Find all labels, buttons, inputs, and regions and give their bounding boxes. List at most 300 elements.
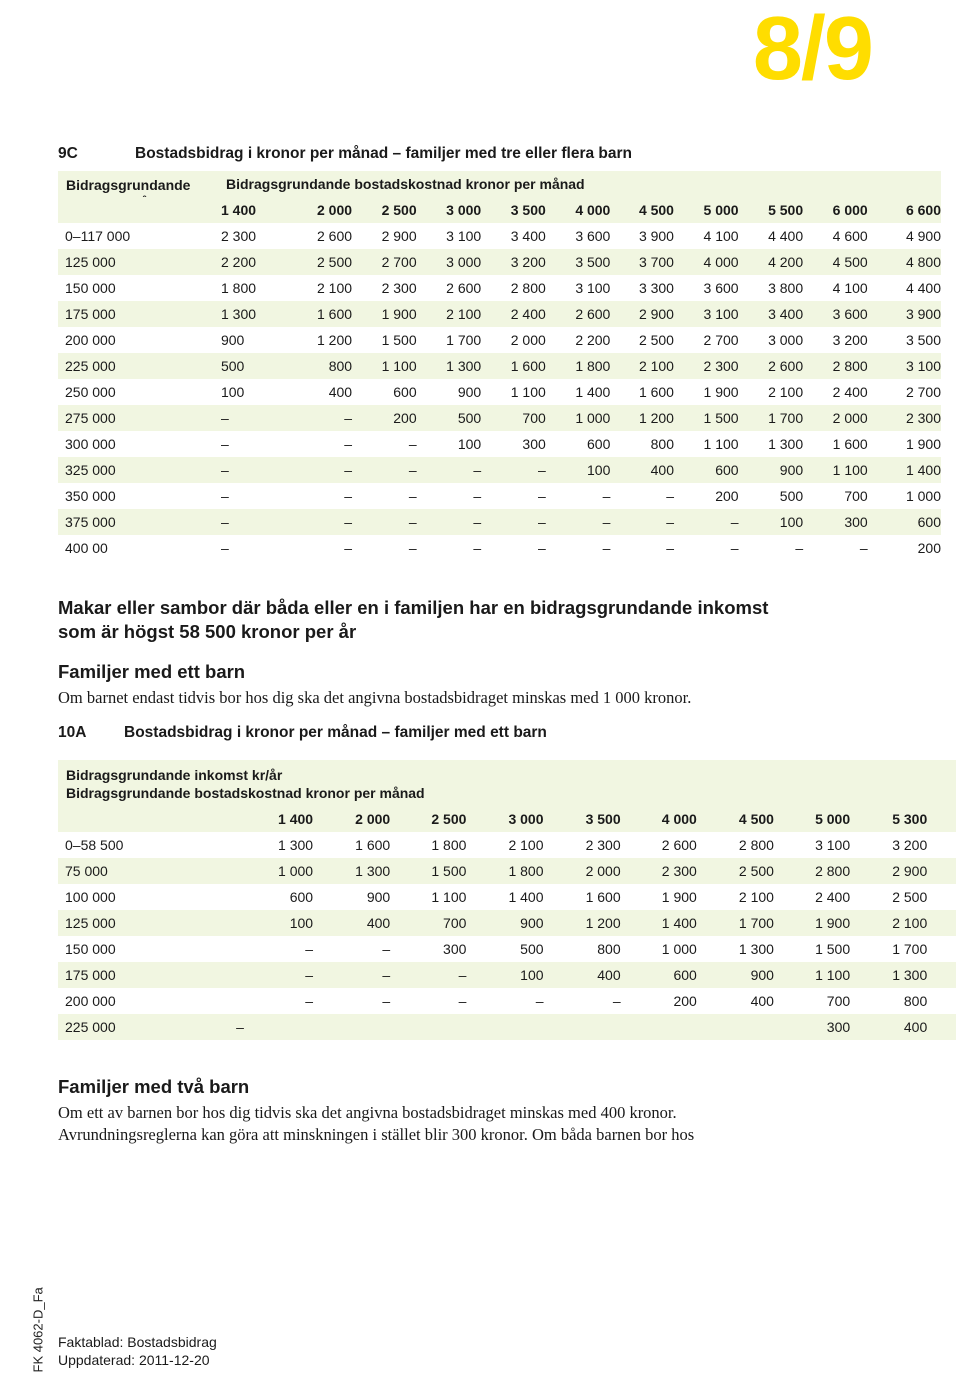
value-cell: 200	[673, 993, 697, 1009]
value-cell: 1 200	[544, 910, 621, 936]
value-cell: 3 600	[703, 280, 739, 296]
value-cell: 4 500	[803, 249, 868, 275]
income-cell: 75 000	[58, 858, 208, 884]
value-cell: 600	[587, 436, 611, 452]
value-cell: 600	[674, 457, 739, 483]
income-cell: 150 000	[65, 941, 116, 957]
value-cell: –	[214, 405, 288, 431]
value-cell: –	[220, 540, 229, 556]
one-child-heading: Familjer med ett barn	[58, 661, 246, 682]
income-cell: 125 000	[58, 249, 214, 275]
value-cell: –	[408, 540, 417, 556]
two-children-line2: Avrundningsreglerna kan göra att minskningen i stället blir 300 kronor. Om båda barnen bor hos	[58, 1125, 695, 1144]
value-cell: 1 300	[850, 962, 927, 988]
value-cell: 4 100	[832, 280, 868, 296]
value-cell: 1 400	[508, 889, 544, 905]
value-cell: –	[859, 540, 868, 556]
section-heading	[58, 596, 768, 644]
value-cell: 2 000	[803, 405, 868, 431]
value-cell: –	[537, 540, 546, 556]
pad-cell	[927, 936, 956, 962]
table-row	[58, 301, 941, 327]
table-row	[58, 431, 941, 457]
value-cell: 2 400	[481, 301, 546, 327]
value-cell: –	[612, 993, 621, 1009]
income-cell: 350 000	[65, 488, 116, 504]
value-cell: 2 300	[585, 837, 621, 853]
column-header: 4 500	[697, 806, 774, 832]
value-cell: 2 600	[661, 837, 697, 853]
value-cell: 2 300	[674, 353, 739, 379]
footer-line1: Faktablad: Bostadsbidrag	[58, 1334, 217, 1350]
value-cell: 2 000	[510, 332, 546, 348]
section-heading-line1: Makar eller sambor där båda eller en i familjen har en bidragsgrundande inkomst	[58, 597, 769, 618]
value-cell: –	[730, 540, 739, 556]
income-cell: 250 000	[65, 384, 116, 400]
value-cell: 3 100	[674, 301, 739, 327]
value-cell: 4 600	[832, 228, 868, 244]
value-cell: 400	[610, 457, 674, 483]
value-cell: –	[610, 509, 674, 535]
value-cell: 700	[826, 993, 851, 1009]
value-cell: 3 100	[868, 353, 941, 379]
value-cell: 500	[417, 405, 482, 431]
value-cell: 1 300	[738, 941, 774, 957]
two-children-text	[58, 1102, 694, 1146]
income-cell: 200 000	[65, 993, 116, 1009]
value-cell: 300	[522, 436, 546, 452]
value-cell: 500	[779, 488, 804, 504]
value-cell	[697, 1014, 774, 1040]
value-cell: 400	[328, 384, 353, 400]
value-cell: 900	[739, 457, 804, 483]
value-cell: 2 600	[317, 228, 353, 244]
value-cell: 2 900	[850, 858, 927, 884]
table-row	[58, 1014, 956, 1040]
income-cell: 300 000	[65, 436, 116, 452]
value-cell: –	[602, 540, 611, 556]
value-cell: 1 600	[355, 837, 391, 853]
column-header: 6 000	[803, 197, 868, 223]
value-cell: –	[352, 457, 417, 483]
value-cell: 1 900	[703, 384, 739, 400]
value-cell: 2 400	[815, 889, 851, 905]
value-cell	[313, 1014, 390, 1040]
column-header: 6 600	[868, 197, 941, 223]
value-cell: 200	[352, 405, 417, 431]
value-cell: 1 600	[638, 384, 674, 400]
table-row	[58, 405, 941, 431]
value-cell: 4 200	[739, 249, 804, 275]
column-header: 2 000	[288, 197, 352, 223]
value-cell: 3 700	[610, 249, 674, 275]
value-cell: 2 300	[621, 858, 697, 884]
table-row	[58, 483, 941, 509]
value-cell: –	[473, 540, 482, 556]
column-header: 2 500	[390, 806, 466, 832]
value-cell: –	[535, 993, 544, 1009]
value-cell: 2 100	[850, 910, 927, 936]
value-cell: 3 900	[638, 228, 674, 244]
column-header: 3 000	[417, 197, 482, 223]
value-cell: 700	[844, 488, 868, 504]
value-cell: 200	[715, 488, 739, 504]
value-cell: 500	[520, 941, 544, 957]
value-cell: 600	[868, 509, 941, 535]
value-cell: 2 900	[381, 228, 417, 244]
value-cell: 1 600	[585, 889, 621, 905]
table-row	[58, 988, 956, 1014]
value-cell: 700	[390, 910, 466, 936]
value-cell: 2 600	[739, 353, 804, 379]
value-cell: 2 700	[352, 249, 417, 275]
pad-cell	[927, 910, 956, 936]
column-header: 4 000	[621, 806, 697, 832]
value-cell: 2 000	[544, 858, 621, 884]
value-cell: 2 300	[381, 280, 417, 296]
value-cell: 3 200	[892, 837, 928, 853]
pad-cell	[927, 1014, 956, 1040]
footer	[58, 1333, 217, 1369]
income-cell: 0–117 000	[65, 228, 131, 244]
value-cell: 3 200	[481, 249, 546, 275]
value-cell: 1 100	[352, 353, 417, 379]
value-cell: 2 700	[905, 384, 941, 400]
value-cell: –	[546, 509, 611, 535]
value-cell: 4 400	[768, 228, 804, 244]
column-header: 2 500	[352, 197, 417, 223]
column-header-row	[58, 197, 941, 223]
pad-cell	[927, 988, 956, 1014]
value-cell: –	[795, 540, 804, 556]
value-cell: –	[602, 488, 611, 504]
value-cell: 1 200	[610, 405, 674, 431]
value-cell: 3 400	[739, 301, 804, 327]
value-cell: –	[666, 540, 674, 556]
row-header-line1: Bidragsgrundande	[66, 177, 191, 193]
pad-cell	[927, 962, 956, 988]
value-cell: 2 600	[446, 280, 482, 296]
pad-cell	[927, 884, 956, 910]
value-cell: 1 300	[768, 436, 804, 452]
value-cell: 4 100	[703, 228, 739, 244]
value-cell: 400	[313, 910, 390, 936]
table-row	[58, 884, 956, 910]
two-children-heading: Familjer med två barn	[58, 1076, 250, 1097]
value-cell: 1 100	[803, 457, 868, 483]
income-cell: 225 000	[58, 353, 214, 379]
table-row	[58, 535, 941, 561]
table-row	[58, 858, 956, 884]
value-cell: 400	[850, 1014, 927, 1040]
value-cell	[390, 1014, 466, 1040]
value-cell: –	[313, 962, 390, 988]
value-cell: 1 800	[466, 858, 543, 884]
column-header: 1 400	[208, 806, 313, 832]
value-cell: 1 300	[417, 353, 482, 379]
table-10a-id: 10A	[58, 724, 87, 741]
value-cell: 1 800	[431, 837, 467, 853]
value-cell: 1 100	[703, 436, 739, 452]
value-cell: 2 200	[575, 332, 611, 348]
income-cell: 275 000	[58, 405, 214, 431]
column-header: 4 500	[610, 197, 674, 223]
income-cell: 225 000	[58, 1014, 208, 1040]
value-cell: 900	[220, 332, 245, 348]
value-cell: 1 700	[697, 910, 774, 936]
value-cell: 1 900	[352, 301, 417, 327]
income-cell: 0–58 500	[65, 837, 124, 853]
value-cell: –	[382, 941, 391, 957]
value-cell: 1 100	[510, 384, 546, 400]
value-cell: 1 100	[774, 962, 850, 988]
value-cell: 2 500	[638, 332, 674, 348]
value-cell: 2 700	[703, 332, 739, 348]
income-cell: 100 000	[65, 889, 116, 905]
footer-line2: Uppdaterad: 2011-12-20	[58, 1352, 210, 1368]
value-cell: 1 000	[661, 941, 697, 957]
table-row	[58, 223, 941, 249]
column-header: 2 000	[313, 806, 390, 832]
column-header-blank	[58, 197, 214, 223]
value-cell: 1 400	[575, 384, 611, 400]
table-row	[58, 962, 956, 988]
value-cell: 200	[917, 540, 941, 556]
value-cell: –	[537, 488, 546, 504]
table-row	[58, 249, 941, 275]
value-cell: 2 800	[738, 837, 774, 853]
value-cell: 300	[443, 941, 467, 957]
value-cell: 800	[597, 941, 621, 957]
value-cell: 4 900	[905, 228, 941, 244]
income-cell: 375 000	[58, 509, 214, 535]
table-row	[58, 327, 941, 353]
value-cell: 1 000	[905, 488, 941, 504]
table-10a-col-header: Bidragsgrundande bostadskostnad kronor per månad	[66, 785, 425, 801]
value-cell: 400	[750, 993, 774, 1009]
value-cell: 1 500	[381, 332, 417, 348]
value-cell: 1 300	[278, 837, 314, 853]
value-cell: 2 600	[546, 301, 611, 327]
value-cell: 1 900	[661, 889, 697, 905]
value-cell: 100	[739, 509, 804, 535]
value-cell: 2 800	[510, 280, 546, 296]
value-cell: 1 400	[621, 910, 697, 936]
value-cell: –	[288, 509, 352, 535]
income-cell: 400 00	[65, 540, 108, 556]
value-cell: 2 200	[214, 249, 288, 275]
one-child-text: Om barnet endast tidvis bor hos dig ska det angivna bostadsbidraget minskas med 1 000 kronor.	[58, 688, 692, 707]
value-cell: 1 300	[313, 858, 390, 884]
value-cell: 2 800	[803, 353, 868, 379]
value-cell: –	[481, 509, 546, 535]
value-cell: 3 000	[768, 332, 804, 348]
value-cell: 900	[366, 889, 391, 905]
value-cell: 2 300	[868, 405, 941, 431]
table-row	[58, 832, 956, 858]
value-cell: 800	[903, 993, 928, 1009]
value-cell: 4 800	[868, 249, 941, 275]
value-cell: 2 100	[417, 301, 482, 327]
value-cell: 1 600	[288, 301, 352, 327]
table-9c	[58, 197, 941, 561]
value-cell: –	[382, 993, 391, 1009]
income-cell: 325 000	[58, 457, 214, 483]
income-cell: 175 000	[58, 962, 208, 988]
value-cell: –	[220, 488, 229, 504]
value-cell: –	[344, 540, 353, 556]
income-cell: 150 000	[65, 280, 116, 296]
value-cell: 1 000	[546, 405, 611, 431]
value-cell: 3 400	[510, 228, 546, 244]
value-cell: 100	[457, 436, 482, 452]
income-cell: 175 000	[58, 301, 214, 327]
value-cell: 2 800	[774, 858, 850, 884]
pad-cell	[927, 806, 956, 832]
column-header: 3 500	[544, 806, 621, 832]
value-cell: –	[417, 457, 482, 483]
table-10a-caption: Bostadsbidrag i kronor per månad – familjer med ett barn	[124, 724, 547, 741]
column-header-row	[58, 806, 956, 832]
value-cell: 3 200	[832, 332, 868, 348]
value-cell: –	[214, 457, 288, 483]
table-9c-title	[58, 145, 632, 163]
value-cell: –	[208, 1014, 313, 1040]
value-cell: 2 500	[892, 889, 928, 905]
value-cell: 3 500	[546, 249, 611, 275]
column-header: 5 300	[850, 806, 927, 832]
value-cell: –	[220, 436, 229, 452]
value-cell: 1 700	[892, 941, 928, 957]
value-cell: –	[288, 405, 352, 431]
column-header: 5 500	[739, 197, 804, 223]
column-header: 4 000	[546, 197, 611, 223]
value-cell: –	[473, 488, 482, 504]
value-cell: 1 600	[832, 436, 868, 452]
value-cell: 2 500	[697, 858, 774, 884]
income-cell: 200 000	[65, 332, 116, 348]
value-cell: 2 100	[610, 353, 674, 379]
value-cell: 1 500	[390, 858, 466, 884]
value-cell: 3 100	[446, 228, 482, 244]
table-10a-row-header: Bidragsgrundande inkomst kr/år	[66, 767, 283, 783]
value-cell	[544, 1014, 621, 1040]
table-10a-header	[58, 760, 956, 806]
table-row	[58, 275, 941, 301]
column-header: 5 000	[674, 197, 739, 223]
value-cell: 3 800	[768, 280, 804, 296]
column-header-blank	[58, 806, 208, 832]
pad-cell	[927, 832, 956, 858]
value-cell: 4 400	[905, 280, 941, 296]
value-cell: 3 900	[868, 301, 941, 327]
value-cell: 100	[220, 384, 245, 400]
value-cell: 3 100	[575, 280, 611, 296]
value-cell: 3 100	[815, 837, 851, 853]
table-row	[58, 509, 941, 535]
value-cell: 4 000	[674, 249, 739, 275]
value-cell: 300	[774, 1014, 850, 1040]
value-cell: 1 800	[220, 280, 257, 296]
table-9c-id: 9C	[58, 145, 78, 162]
value-cell: 1 500	[674, 405, 739, 431]
value-cell: 900	[697, 962, 774, 988]
value-cell: –	[305, 993, 314, 1009]
value-cell: 1 500	[815, 941, 851, 957]
value-cell: 1 700	[446, 332, 482, 348]
column-header: 1 400	[214, 197, 288, 223]
value-cell: 1 600	[481, 353, 546, 379]
pad-cell	[927, 858, 956, 884]
two-children-line1: Om ett av barnen bor hos dig tidvis ska det angivna bostadsbidraget minskas med 400 kronor.	[58, 1103, 677, 1122]
section-heading-line2: som är högst 58 500 kronor per år	[58, 621, 357, 642]
value-cell: 1 700	[739, 405, 804, 431]
value-cell: –	[458, 993, 467, 1009]
value-cell: 2 100	[768, 384, 804, 400]
value-cell: –	[481, 457, 546, 483]
table-9c-caption: Bostadsbidrag i kronor per månad – familjer med tre eller flera barn	[135, 145, 633, 162]
value-cell: 100	[466, 962, 543, 988]
value-cell: –	[666, 488, 674, 504]
value-cell: 100	[546, 457, 611, 483]
column-header: 5 000	[774, 806, 850, 832]
value-cell: –	[288, 457, 352, 483]
value-cell: –	[408, 488, 417, 504]
table-row	[58, 457, 941, 483]
value-cell: 2 500	[288, 249, 352, 275]
value-cell: 3 600	[575, 228, 611, 244]
value-cell: 300	[803, 509, 868, 535]
value-cell: –	[208, 962, 313, 988]
value-cell: 800	[288, 353, 352, 379]
value-cell: 2 900	[610, 301, 674, 327]
income-cell: 125 000	[58, 910, 208, 936]
value-cell: –	[674, 509, 739, 535]
value-cell	[621, 1014, 697, 1040]
value-cell: –	[344, 436, 353, 452]
value-cell: 1 800	[546, 353, 611, 379]
value-cell: 3 600	[803, 301, 868, 327]
value-cell: –	[408, 436, 417, 452]
table-row	[58, 379, 941, 405]
table-row	[58, 910, 956, 936]
value-cell: 1 300	[214, 301, 288, 327]
value-cell: 2 100	[508, 837, 544, 853]
column-header: 3 500	[481, 197, 546, 223]
value-cell: 1 900	[905, 436, 941, 452]
value-cell: –	[305, 941, 314, 957]
value-cell: 900	[457, 384, 482, 400]
value-cell: –	[214, 509, 288, 535]
value-cell: 1 000	[208, 858, 313, 884]
value-cell: 1 100	[431, 889, 467, 905]
form-code: FK 4062-D_Fa	[30, 1287, 46, 1373]
value-cell: 2 100	[738, 889, 774, 905]
value-cell: 600	[393, 384, 417, 400]
value-cell: –	[344, 488, 353, 504]
value-cell: 1 900	[774, 910, 850, 936]
value-cell: 2 100	[317, 280, 353, 296]
value-cell: 400	[544, 962, 621, 988]
value-cell: 1 400	[868, 457, 941, 483]
value-cell: 600	[621, 962, 697, 988]
value-cell: –	[417, 509, 482, 535]
value-cell	[466, 1014, 543, 1040]
table-row	[58, 353, 941, 379]
table-10a	[58, 806, 956, 1040]
value-cell: –	[352, 509, 417, 535]
value-cell: 2 300	[220, 228, 257, 244]
